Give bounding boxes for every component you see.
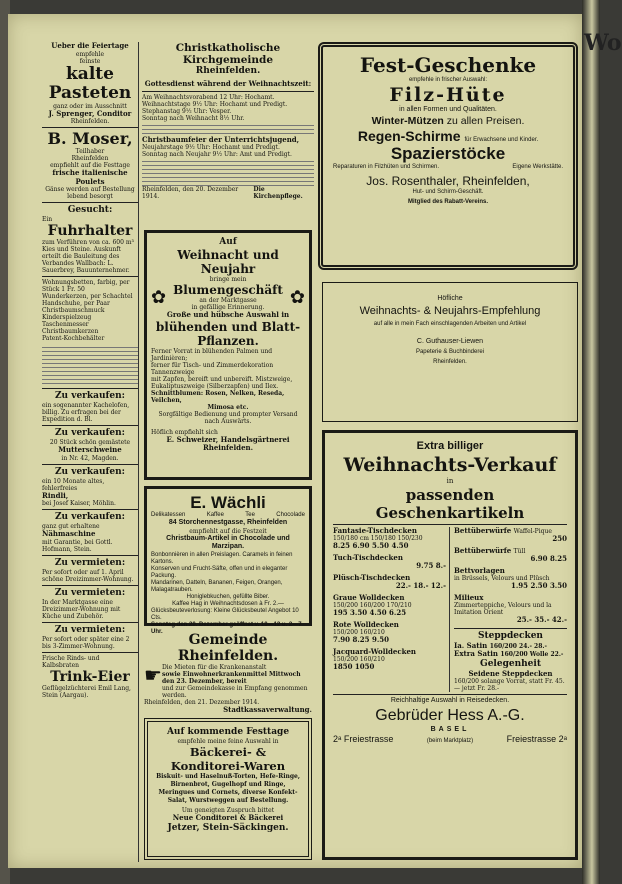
ad-line: Mimosa etc. <box>207 403 249 411</box>
ad-line: Um geneigten Zuspruch bittet <box>181 807 275 814</box>
church-line: Am Weihnachtsvorabend 12 Uhr: Hochamt. <box>142 93 275 101</box>
caps-sub: zu allen Preisen. <box>446 114 525 127</box>
ad-line: mit Garantie, bei Gottl. Hofmann, Stein. <box>42 538 113 553</box>
ad-heading: Bäckerei- & Konditorei-Waren <box>170 745 286 773</box>
ad-line: in gefällige Erinnerung. <box>191 304 265 311</box>
ad-line: Mitglied des Rabatt-Vereins. <box>407 198 489 205</box>
ad-line: Rheinfelden. <box>70 118 110 125</box>
product-prices: 7.90 8.25 9.50 <box>333 635 390 644</box>
ad-heading: blühenden und Blatt-Pflanzen. <box>155 319 301 348</box>
gesucht-ad <box>42 205 138 274</box>
flower-pot-icon: ✿ <box>289 286 305 308</box>
product-name: Seidene Steppdecken <box>468 668 553 678</box>
left-column <box>42 42 139 862</box>
ad-text: ein sogenannter Kachelofen, billig. Zu erfragen bei der Expedition d. Bl. <box>42 402 130 423</box>
product-prices: 25.- 35.- 42.- <box>516 615 567 624</box>
ad-line: Glücksbeuteverlosung: Kleine Glücksbeutel Angebot 10 Cts. <box>151 607 299 621</box>
ad-heading: Gesucht: <box>67 205 113 215</box>
product-name: Graue Wolldecken <box>333 592 405 602</box>
schweizer-ad <box>144 230 312 480</box>
address-left: 2ᵃ Freiestrasse <box>333 734 394 744</box>
price-line: Kinderspielzeug <box>42 314 92 321</box>
goods-item: Kaffee <box>206 512 224 518</box>
ad-line: Mutterschweine <box>58 445 122 454</box>
ad-name: C. Guthauser-Liewen <box>416 337 484 345</box>
ad-heading: Blumengeschäft <box>173 283 283 297</box>
ad-heading: Gemeinde Rheinfelden. <box>177 632 279 664</box>
ad-line: Rheinfelden. <box>202 443 254 452</box>
product-item <box>333 554 446 571</box>
ad-line: empfehle in frischer Auswahl: <box>408 77 488 83</box>
ad-sign: Stadtkassaverwaltung. <box>223 705 312 714</box>
umbrellas-label: Regen-Schirme <box>357 127 461 144</box>
ad-subheading: Gottesdienst während der Weihnachtszeit: <box>144 79 312 88</box>
ad-text: In der Marktgasse eine Dreizimmer-Wohnung mit Küche und Zubehör. <box>42 598 121 620</box>
product-sub: Zimmerteppiche, Velours und la Imitation Orient <box>454 602 552 616</box>
product-prices: 1850 1050 <box>333 662 375 671</box>
ad-line: Höfliche <box>437 295 463 302</box>
waechli-ad <box>144 486 312 635</box>
hess-left-list <box>333 527 450 693</box>
product-prices: 160/200 Wolle 22.- <box>500 651 564 658</box>
address-right: Freiestrasse 2ᵃ <box>506 734 567 744</box>
ad-line: Höflich empfiehlt sich <box>151 428 218 436</box>
ad-heading: E. Wächli <box>190 493 266 512</box>
product-name: Extra Satin <box>454 649 498 658</box>
product-prices: 160/200 solange Vorrat, statt Fr. 45.— jetzt Fr. 28.- <box>454 678 565 692</box>
ad-line: 20 Stück schön gemästete <box>49 439 131 446</box>
ad-line: Rheinfelden <box>71 155 109 162</box>
ad-name: Jetzer, Stein-Säckingen. <box>167 822 289 833</box>
product-sizes: 150/200 160/210 <box>333 629 385 636</box>
product-prices: 9.75 8.- <box>416 561 446 570</box>
ad-heading: Weihnachts- & Neujahrs-Empfehlung <box>359 304 541 317</box>
product-item <box>333 594 446 618</box>
product-sub: Waffel-Pique <box>513 527 552 535</box>
product-name: Plüsch-Tischdecken <box>333 572 411 582</box>
product-name: Fantasie-Tischdecken <box>333 525 417 535</box>
moser-ad <box>42 130 138 200</box>
church-line: Sonntag nach Weihnacht 8½ Uhr. <box>142 114 245 122</box>
ad-line: Bonbonnièren in allen Preislagen. Caramels in feinen Kartons. <box>151 551 293 565</box>
ad-line: Nähmaschine <box>42 529 96 538</box>
ad-line: werden. <box>161 692 187 699</box>
ad-line: lebend besorgt <box>67 193 113 200</box>
ad-heading: B. Moser, <box>47 129 133 148</box>
church-line: Stephanstag 9½ Uhr: Vesper. <box>142 107 232 115</box>
ad-text: Per sofort oder später eine 2 bis 3-Zimmer-Wohnung. <box>42 635 130 650</box>
product-prices: 195 3.50 4.50 6.25 <box>333 608 407 617</box>
ad-heading: Fuhrhalter <box>47 223 133 239</box>
next-page-text: Wo <box>584 30 622 56</box>
ad-line: Mandarinen, Datteln, Bananen, Feigen, Orangen, Malagatrauben. <box>151 579 283 593</box>
ad-heading: Weihnacht und Neujahr <box>177 248 279 276</box>
product-name: Tuch-Tischdecken <box>333 552 403 562</box>
ad-line: Ueber die Feiertage <box>51 41 129 50</box>
ad-heading: Trink-Eier <box>50 668 130 685</box>
ad-line: Schnittblumen: Rosen, Nelken, Reseda, Veilchen, <box>151 389 285 404</box>
ad-text: Per sofort oder auf 1. April schöne Dreizimmer-Wohnung. <box>42 568 134 583</box>
ad-line: J. Sprenger, Conditor <box>48 108 132 118</box>
ad-line: Frische Rinds- und Kalbsbraten <box>42 654 100 669</box>
ad-line: Rindli, <box>42 490 69 500</box>
ad-name: Jos. Rosenthaler, Rheinfelden, <box>366 173 530 188</box>
verkaufen-ad-3 <box>42 467 138 508</box>
product-name: Milieux <box>454 592 484 602</box>
ad-heading: Filz-Hüte <box>389 84 507 106</box>
product-prices: 1.95 2.50 3.50 <box>510 581 567 590</box>
guthauser-ad <box>322 282 578 422</box>
middle-column <box>142 42 314 862</box>
ad-heading: Auf kommende Festtage <box>166 727 290 737</box>
ad-heading: kalte Pasteten <box>48 63 132 103</box>
ad-heading: Zu verkaufen: <box>54 512 126 522</box>
ad-line: Ein <box>42 216 53 223</box>
ad-line: Ferner Vorrat in blühenden Palmen und Jardinièren; <box>151 347 273 362</box>
price-line: Wunderkerzen, per Schachtel <box>42 293 133 300</box>
ad-heading: Weihnachts-Verkauf <box>343 454 557 476</box>
umbrellas-sub: für Erwachsene und Kinder. <box>464 136 539 143</box>
ad-text: Biskuit- und Haselnuß-Torten, Hefe-Ringe, Birnenbrot, Gugelhopf und Ringe, Meringues und Cornets, diverse Konfekt-Salat, Wurstweggen auf Bestellung. <box>156 773 300 804</box>
church-line: Neujahrstage 9½ Uhr: Hochamt und Predigt. <box>142 144 280 151</box>
ad-heading: Spazierstöcke <box>390 143 506 163</box>
ad-line: Papeterie & Buchbinderei <box>415 349 485 355</box>
product-sub: Tüll <box>513 547 526 555</box>
ad-line: Die Mieten für die Krankenanstalt <box>161 664 267 671</box>
price-line: Handschuhe, per Paar <box>42 300 110 307</box>
ad-line: empfiehlt auf die Festzeit <box>189 527 267 535</box>
product-prices: 160/200 24.- 28.- <box>489 642 547 650</box>
product-prices: 250 <box>552 534 567 543</box>
ad-line: frische italienische Poulets <box>52 168 128 186</box>
ad-line: Teilhaber <box>75 148 105 155</box>
ad-name: Gebrüder Hess A.-G. <box>375 706 525 724</box>
small-print-block <box>142 122 314 136</box>
product-sub: in Brüssels, Velours und Plüsch <box>454 575 550 582</box>
ad-line: ein 10 Monate altes, fehlerfreies <box>42 477 105 492</box>
caps-label: Winter-Mützen <box>371 114 444 127</box>
product-item <box>454 594 567 625</box>
product-prices: 22.- 18.- 12.- <box>395 581 446 590</box>
ad-line: in <box>446 477 454 485</box>
ad-line: Sorgfältige Bedienung und prompter Versand <box>158 410 298 418</box>
ad-line: Hut- und Schirm-Geschäft. <box>412 188 484 195</box>
ad-line: in Nr. 42, Magden. <box>61 454 119 462</box>
baeckerei-ad <box>144 718 312 860</box>
price-line: Taschenmesser <box>42 321 89 328</box>
product-name: Bettvorlagen <box>454 565 505 575</box>
hess-ad <box>322 430 578 860</box>
trinkeier-ad <box>42 655 138 699</box>
ad-line: sowie Einwohnerkrankenmittel Mittwoch <box>161 671 301 678</box>
ad-line: Reichhaltige Auswahl in Reisedecken. <box>390 697 510 704</box>
ad-line: feinste <box>79 57 101 65</box>
verkaufen-ad-2 <box>42 428 138 462</box>
small-print-block <box>42 344 138 386</box>
ad-line: empfiehlt auf die Festtage <box>50 162 130 169</box>
goods-item: Chocolade <box>276 512 305 518</box>
ad-line: Geflügelzüchterei Emil Lang, Stein (Aargau). <box>42 684 131 699</box>
ad-line: Neue Conditorei & Bäckerei <box>172 813 284 822</box>
price-line: Christbaumschmuck <box>42 307 105 314</box>
ad-line: und zur Gemeindekasse in Empfang genommen <box>161 685 308 692</box>
ad-line: bringe mein <box>209 276 247 283</box>
ad-line: bei Josef Kaiser, Möhlin. <box>42 500 116 507</box>
ad-line: Auf <box>219 237 237 247</box>
ad-heading: Christkatholische Kirchgemeinde <box>175 42 281 66</box>
product-prices: 8.25 6.90 5.50 4.50 <box>333 541 409 550</box>
product-sizes: 150/200 160/210 <box>333 656 385 663</box>
product-item <box>333 648 446 672</box>
vermieten-ad-2 <box>42 588 138 620</box>
verkaufen-ad-1 <box>42 391 138 423</box>
ad-line: Rheinfelden. <box>433 359 467 365</box>
page-edge <box>582 0 622 884</box>
ad-heading: Zu vermieten: <box>54 624 126 635</box>
ad-heading: Zu vermieten: <box>54 557 126 568</box>
goods-item: Tee <box>245 512 255 518</box>
ad-line: nach Auswärts. <box>204 417 252 425</box>
ad-line: empfehle meine feine Auswahl in <box>177 738 279 745</box>
ad-line: an der Marktgasse <box>199 297 257 304</box>
ad-heading: Zu verkaufen: <box>54 428 126 438</box>
vermieten-ad-1 <box>42 558 138 583</box>
gemeinde-ad <box>144 632 312 712</box>
small-print-block <box>142 158 314 186</box>
right-column <box>312 42 578 862</box>
ad-address: 84 Storchennestgasse, Rheinfelden <box>168 519 288 526</box>
product-prices: 6.90 8.25 <box>530 554 567 563</box>
product-name: Ia. Satin <box>454 640 488 650</box>
newspaper-page <box>8 14 582 868</box>
ad-city: BASEL <box>430 725 470 733</box>
product-name: Jacquard-Wolldecken <box>333 646 417 656</box>
ad-line: Kaffee Hag in Weihnachtsdosen à Fr. 2.— <box>172 600 284 607</box>
ad-heading: passenden Geschenkartikeln <box>375 485 525 522</box>
church-line: Christbaumfeier der Unterrichtsjugend, <box>142 134 300 144</box>
goods-item: Delikatessen <box>151 512 186 518</box>
ad-line: Christbaum-Artikel in Chocolade und Marzipan. <box>166 534 290 550</box>
product-name: Bettüberwürfe <box>454 525 512 535</box>
ad-line: Sonntag den 20. Dezember geöffnet v. 10—12 u. 2—7 Uhr. <box>151 621 302 635</box>
product-item <box>454 567 567 591</box>
price-line: Christbaumkerzen <box>42 328 99 335</box>
ad-line: Konserven und Frucht-Säfte, offen und in eleganter Packung. <box>151 565 288 579</box>
ad-line: ganz gut erhaltene <box>42 523 100 530</box>
ad-subheading: Gelegenheit <box>480 658 541 669</box>
flower-pot-icon: ✿ <box>151 286 167 308</box>
ad-heading: Fest-Geschenke <box>359 53 537 77</box>
ad-line: auf alle in mein Fach einschlagenden Arbeiten und Artikel <box>373 320 527 327</box>
product-sizes: 150/200 160/200 170/210 <box>333 602 412 609</box>
ad-line: Extra billiger <box>416 440 484 452</box>
ad-heading: Zu verkaufen: <box>54 391 126 401</box>
ad-name: E. Schweizer, Handelsgärtnerei <box>166 434 290 444</box>
address-note: (beim Marktplatz) <box>426 738 474 744</box>
price-line: Patent-Kochbehälter <box>42 335 105 342</box>
product-item <box>333 621 446 645</box>
hess-right-list <box>454 527 567 693</box>
ad-line: in allen Formen und Qualitäten. <box>399 106 497 113</box>
church-line: Sonntag nach Neujahr 9½ Uhr: Amt und Predigt. <box>142 151 292 158</box>
product-item <box>333 574 446 591</box>
price-line: Wohnungsbetten, farbig, per Stück 1 Fr. 50 <box>42 279 130 293</box>
ad-line: mit Zapfen, bereift und unbereift. Mistzweige, <box>151 375 293 383</box>
product-item <box>333 527 446 551</box>
fest-geschenke-ad <box>318 42 578 270</box>
product-item <box>454 527 567 544</box>
church-sign: Die Kirchenpflege. <box>253 186 303 200</box>
ad-line: Eigene Werkstätte. <box>512 163 563 170</box>
ad-line: empfehle <box>75 50 105 58</box>
ad-heading: Zu vermieten: <box>54 587 126 598</box>
vermieten-ad-3 <box>42 625 138 650</box>
ad-line: Reparaturen in Filzhüten und Schirmen. <box>333 163 440 170</box>
ad-text: zum Verführen von ca. 600 m³ Kies und Steine. Auskunft erteilt die Bauleitung des Verbandes Wallbach: L. Sauerbrey, Bauunternehmer. <box>42 239 134 274</box>
product-name: Bettüberwürfe <box>454 545 512 555</box>
product-item <box>454 547 567 564</box>
verkaufen-ad-4 <box>42 512 138 553</box>
ad-line: Gänse werden auf Bestellung <box>45 186 135 193</box>
feiertage-ad <box>42 42 138 125</box>
church-line: Weihnachtstage 9½ Uhr: Hochamt und Predigt. <box>142 100 288 108</box>
pointing-hand-icon: ☛ <box>144 663 162 687</box>
ad-subheading: Steppdecken <box>478 630 543 641</box>
price-list-ad <box>42 279 138 386</box>
ad-line: Große und hübsche Auswahl in <box>166 310 290 319</box>
product-sizes: 150/180 cm 150/180 150/230 <box>333 535 423 542</box>
ad-line: den 23. Dezember, bereit <box>161 678 247 685</box>
product-name: Rote Wolldecken <box>333 619 399 629</box>
church-date: Rheinfelden, den 20. Dezember 1914. <box>142 186 239 200</box>
ad-date: Rheinfelden, den 21. Dezember 1914. <box>144 699 260 706</box>
ad-heading: Zu verkaufen: <box>54 466 126 477</box>
ad-line: Eukaliptuszweige (Silberzapfen) und Ilex. <box>151 382 279 390</box>
ad-line: Rheinfelden. <box>195 66 261 76</box>
ad-line: Honiglebkuchen, gefüllte Biber. <box>186 593 270 600</box>
ad-line: ferner für Tisch- und Zimmerdekoration Tannenzweige <box>151 361 274 376</box>
church-ad <box>142 42 314 222</box>
ad-line: ganz oder im Ausschnitt <box>53 102 127 110</box>
